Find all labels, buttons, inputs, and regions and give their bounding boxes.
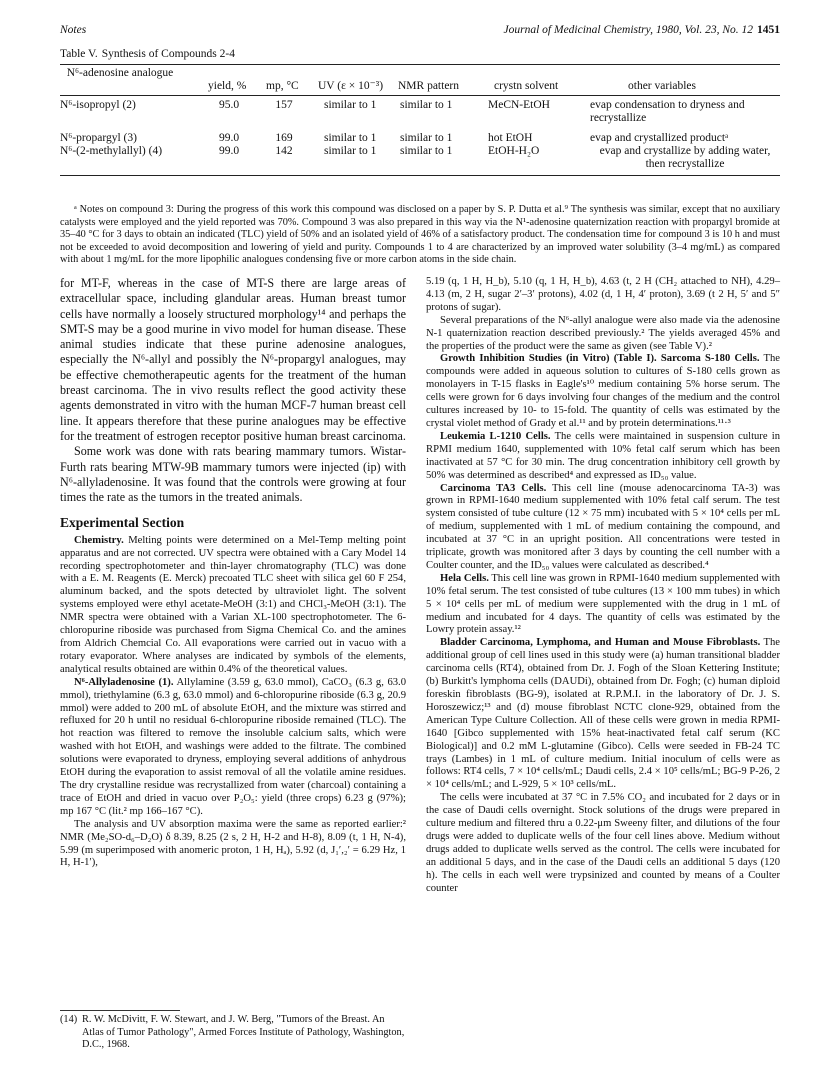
left-column (60, 276, 406, 870)
section-label: Notes (60, 24, 87, 36)
table-bottom-rule (60, 175, 780, 176)
right-column (426, 276, 780, 896)
body-paragraph: Some work was done with rats bearing mammary tumors. Wistar-Furth rats bearing MTW-9B mammary tumors were injected (ip) with N⁶-allyladenosine. It was found that the controls were growing at four times the rate as the tumors in the treated animals. (60, 444, 406, 505)
column-header: mp, °C (266, 80, 299, 92)
journal-name: Journal of Medicinal Chemistry, 1980, Vol. 23, No. 12 (503, 24, 753, 36)
bladder-paragraph (426, 637, 780, 792)
paragraph-text: The compounds were added in aqueous solution to cultures of S-180 cells grown as monolayers in T-15 flasks in Eagle's¹⁰ medium containing 5% horse serum. The cells were grown for 6 days involving four changes of the medium and the control cultures increased by 10- to 15-fold. The quantity of cells was estimated by the crystal violet method of Grady et al.¹¹ and by protein determinations.¹¹·³ (426, 353, 780, 429)
table-cell: similar to 1 (324, 145, 377, 157)
body-paragraph: for MT-F, whereas in the case of MT-S there are large areas of extracellular space, including glandular areas. Human breast tumor cells have normally a loosely structured morphology¹⁴ and perhaps the SMT-S may be a good murine in vivo model for human disease. These animal studies indicate that these purine adenosine analogues, especially the N⁶-allyl and possibly the N⁶-propargyl analogues, may be effective chemotherapeutic agents for the treatment of the human breast carcinoma. The in vivo results reflect the good activity these agents demonstrated in vitro with the human MCF-7 human breast cell line. It appears therefore that these purine analogues may be effective for the treatment of estrogen receptor positive human breast carcinoma. (60, 276, 406, 443)
table-cell: 169 (275, 132, 293, 144)
table-cell: evap and crystallized productᵃ (590, 132, 729, 144)
section-heading: Experimental Section (60, 515, 185, 531)
carcinoma-paragraph (426, 483, 780, 573)
table-footnote (60, 204, 780, 267)
leukemia-paragraph (426, 431, 780, 483)
body-paragraph: 5.19 (q, 1 H, H_b), 5.10 (q, 1 H, H_b), 4.63 (t, 2 H (CH₂ attached to NH), 4.29–4.13 (m, 2 H, sugar 2′–3′ protons), 4.02 (d, 1 H, 4′ proton), 3.69 (t 2 H, 5′ and 5″ protons of sugar). (426, 276, 780, 313)
run-in-heading: Bladder Carcinoma, Lymphoma, and Human and Mouse Fibroblasts. (440, 637, 761, 649)
table-cell: similar to 1 (324, 132, 377, 144)
table-caption (60, 48, 235, 60)
column-header: N⁶-adenosine analogue (66, 67, 174, 79)
analysis-paragraph: The analysis and UV absorption maxima were the same as reported earlier:² NMR (Me₂SO-d₆–D₂O) δ 8.39, 8.25 (2 s, 2 H, H-2 and H-8), 8.09 (t, 1 H, N-4), 5.99 (m superimposed with anomeric proton, 1 H, Hₐ), 5.92 (d, J₁′,₂′ = 6.29 Hz, 1 H, H-1′), (60, 818, 406, 869)
reference-entry (60, 1014, 406, 1052)
body-paragraph: Several preparations of the N⁶-allyl analogue were also made via the adenosine N-1 quaternization reaction described previously.² The yields averaged 45% and the properties of the product were the same as given (see Table V).² (426, 314, 780, 352)
table-cell: 95.0 (218, 99, 240, 111)
table-cell: N⁶-propargyl (3) (60, 132, 137, 144)
table-cell: EtOH-H₂O (488, 145, 540, 157)
run-in-heading: Growth Inhibition Studies (in Vitro) (Table I). Sarcoma S-180 Cells. (440, 353, 760, 365)
table-cell: similar to 1 (400, 99, 453, 111)
column-header: yield, % (208, 80, 247, 92)
table-header-rule (60, 95, 780, 96)
footnote-text: ᵃ Notes on compound 3: During the progress of this work this compound was disclosed on a paper by S. P. Dutta et al.⁹ The synthesis was similar, except that no auxiliary catalysts were employed and the yield reported was 70%. Compound 3 was also prepared in this way via the N¹-adenosine quaternization reaction with propargyl bromide at 35–40 °C for 3 days to obtain an indicated (TLC) yield of 50% and an isolated yield of 46% of a satisfactory product. The condensation time for compound 3 is 10 h and must not be exceeded to avoid decomposition and lowering of yield and purity. Compounds 1 to 4 are characterized by an improved water solubility (3–4 mg/mL) as compared with about 1 mg/mL for the more lipophilic analogues condensing five or more carbon atoms in the side chain. (60, 204, 780, 266)
table-cell: 99.0 (218, 132, 240, 144)
table-title: Synthesis of Compounds 2-4 (101, 48, 235, 60)
run-in-heading: Leukemia L-1210 Cells. (440, 430, 551, 442)
experimental-text (60, 535, 406, 871)
table-cell: 157 (275, 99, 293, 111)
paragraph-text: Allylamine (3.59 g, 63.0 mmol), CaCO₃ (6.3 g, 63.0 mmol), triethylamine (6.3 g, 63.0 mmol) and 6-chloropurine riboside (6.3 g, 20.9 mmol) were added to 200 mL of absolute EtOH, and the mixture was stirred and refluxed for 20 h until no residual 6-chloropurine riboside remained (TLC). The hot reaction was filtered to remove the insoluble calcium salts, which were washed with hot EtOH, and washings were added to the filtrate. The combined solutions were evaporated to dryness, employing several additions of anhydrous EtOH during the evaporation to assist removal of all the volatile amine residues. The dry crystalline residue was recrystallized from water (charcoal) containing a trace of EtOH and dried in vacuo over P₂O₅: yield (three crops) 6.23 g (97%); mp 167 °C (lit.² mp 166–167 °C). (60, 676, 406, 817)
table-cell: N⁶-(2-methylallyl) (4) (60, 145, 163, 157)
table-cell: N⁶-isopropyl (2) (60, 99, 136, 111)
run-in-heading: Hela Cells. (440, 572, 489, 584)
table-cell: 99.0 (218, 145, 240, 157)
reference-text: R. W. McDivitt, F. W. Stewart, and J. W. Berg, "Tumors of the Breast. An Atlas of Tumor Pathology", Armed Forces Institute of Pathology, Washington, D.C., 1968. (82, 1014, 405, 1050)
journal-citation (504, 24, 780, 36)
paragraph-text: This cell line was grown in RPMI-1640 medium supplemented with 10% fetal serum. The test consisted of tube cultures (13 × 100 mm tubes) in which 5 × 10⁴ cells per mL of medium were supplemented with the drug in 1 mL of medium and incubated for 4 days. The quantity of cells was estimated by the Lowry protein assay.¹² (426, 572, 781, 636)
table-cell: hot EtOH (488, 132, 533, 144)
allyladenosine-paragraph (60, 677, 406, 819)
paragraph-text: Melting points were determined on a Mel-Temp melting point apparatus and are not corrected. UV spectra were obtained with a Cary Model 14 recording spectrophotometer and thin-layer chromatography (TLC) was done with a E. M. Reagents (E. Merck) precoated TLC sheet with silica gel 60 F 254, aluminum backed, and the spots detected by ultraviolet light. The solvent systems employed were ethyl acetate-MeOH (3:1) and CHCl₃-MeOH (3:1). The NMR spectra were obtained with a Varian XL-100 spectrophotometer. The 6-chloropurine riboside was purchased from Sigma Chemical Co. and the amines from Aldrich Chemcial Co. All evaporations were carried out in vacuo with a rotary evaporator. Where analyses are indicated by symbols of the elements, analytical results obtained are within 0.4% of the theoretical values. (60, 534, 406, 675)
hela-paragraph (426, 573, 780, 638)
reference-divider (60, 1010, 180, 1011)
column-header: other variables (628, 80, 697, 92)
table-cell: similar to 1 (324, 99, 377, 111)
run-in-heading: N⁶-Allyladenosine (1). (74, 676, 174, 688)
table-cell: evap and crystallize by adding water, then recrystallize (599, 145, 771, 170)
body-paragraph: The cells were incubated at 37 °C in 7.5% CO₂ and incubated for 2 days or in the case of Daudi cells overnight. Stock solutions of the drugs were prepared in culture medium and filtered thru a 0.22-μm Sweeny filter, and dilutions of the four drugs were added to duplicate wells of the four cell lines above. Medium without drugs added to duplicate wells served as the control. The cells were incubated for an additional 5 days, and in the case of the Daudi cells an additional 5 days (120 h). The cells in each well were trypsinized and counted by means of a Coulter counter (426, 792, 780, 894)
table-cell: MeCN-EtOH (488, 99, 550, 111)
run-in-heading: Chemistry. (74, 534, 124, 546)
table-label: Table V. (60, 48, 98, 60)
table-cell: 142 (275, 145, 293, 157)
growth-inhibition-paragraph (426, 353, 780, 430)
run-in-heading: Carcinoma TA3 Cells. (440, 482, 547, 494)
reference-number: (14) (60, 1014, 78, 1025)
table-cell: similar to 1 (400, 132, 453, 144)
table-top-rule (60, 64, 780, 65)
column-header: crystn solvent (494, 80, 559, 92)
table-cell: evap condensation to dryness and recrystallize (590, 99, 745, 124)
paragraph-text: The cells were maintained in suspension culture in RPMI medium 1640, supplemented with 10% fetal calf serum which has been inactivated at 57 °C for 30 min. The drug concentration inhibitory cell growth by 50% was determined as described⁴ and expressed as ID₅₀ value. (426, 430, 780, 481)
chemistry-paragraph (60, 535, 406, 677)
paragraph-text: The additional group of cell lines used in this study were (a) human transitional bladder carcinoma cells (RT4), obtained from Dr. J. Fogh of the Sloan Kettering Institute; (b) Burkitt's lymphoma cells (DAUDi), obtained from Dr. Fogh; (c) human diploid foreskin fibroblasts (BG-9), isolated at R.P.M.I. in the laboratory of Dr. J. S. Horoszewicz;¹³ and (d) mouse fibroblast NCTC clone-929, obtained from the American Type Culture Collection. All of these cells were grown in media RPMI-1640 [Gibco supplemented with 15% heat-inactivated fetal calf serum (KC Biological)] and 0.2 mM L-glutamine (Gibco). Cells were seeded in FB-24 TC trays (Lambes) in 1 mL of culture medium. Initial inoculum of cells were as follows: RT4 cells, 7 × 10⁴ cells/mL; Daudi cells, 2.4 × 10⁵ cells/mL; BG-9 P-26, 2 × 10⁴ cells/mL; and L-929, 5 × 10³ cells/mL. (426, 637, 781, 791)
column-header: NMR pattern (398, 80, 460, 92)
page-number: 1451 (757, 24, 780, 36)
paragraph-text: This cell line (mouse adenocarcinoma TA-3) was grown in RPMI-1640 medium supplemented with 10% fetal calf serum. The test system consisted of tube culture (12 × 75 mm) incubated with 5 × 10⁴ cells per mL of medium, supplemented with 1 mL of medium containing the compound, and incubated at 37 °C in an upright position. All concentrations were tested in triplicate, growth was monitored after 3 days by counting the cell number with a Coulter counter, and the ID₅₀ values were calculated as described.⁴ (426, 482, 780, 571)
column-header: UV (ε × 10⁻³) (318, 80, 384, 92)
table-cell: similar to 1 (400, 145, 453, 157)
